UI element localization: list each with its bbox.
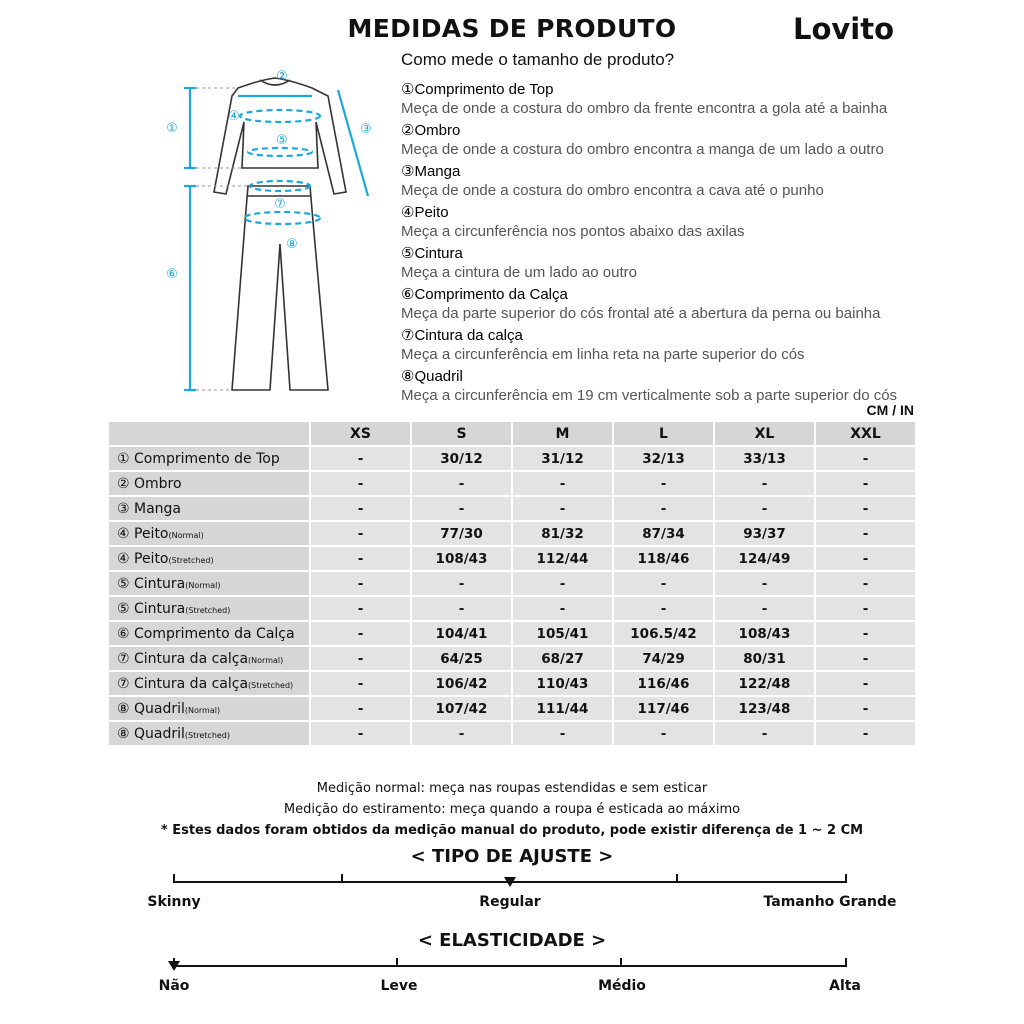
table-cell: - — [816, 597, 915, 620]
table-cell: 77/30 — [412, 522, 511, 545]
size-header: XXL — [816, 422, 915, 445]
size-header: S — [412, 422, 511, 445]
table-cell: 118/46 — [614, 547, 713, 570]
row-label-text: ④ Peito — [117, 525, 169, 542]
table-cell: - — [715, 597, 814, 620]
table-cell: - — [715, 572, 814, 595]
table-cell: - — [311, 622, 410, 645]
brand-logo: Lovito — [793, 12, 895, 46]
table-cell: - — [816, 622, 915, 645]
row-label-qualifier: (Normal) — [248, 655, 284, 665]
instruction-title: ②Ombro — [401, 122, 461, 139]
row-label-qualifier: (Normal) — [168, 530, 204, 540]
table-cell: - — [412, 497, 511, 520]
table-cell: 104/41 — [412, 622, 511, 645]
table-cell: 32/13 — [614, 447, 713, 470]
row-label — [109, 472, 309, 495]
table-row — [109, 447, 915, 470]
fit-label: Skinny — [147, 894, 201, 910]
instruction-item — [401, 326, 1001, 363]
row-label-qualifier: (Stretched) — [168, 555, 214, 565]
note-normal: Medição normal: meça nas roupas estendidas e sem esticar — [316, 781, 708, 796]
table-cell: - — [311, 597, 410, 620]
table-cell: 107/42 — [412, 697, 511, 720]
row-label-text: ⑧ Quadril — [117, 725, 185, 742]
instruction-item — [401, 80, 1001, 117]
table-cell: - — [614, 472, 713, 495]
table-cell: - — [311, 722, 410, 745]
table-cell: - — [816, 447, 915, 470]
table-cell: - — [816, 522, 915, 545]
instruction-title: ⑥Comprimento da Calça — [401, 286, 568, 303]
fit-heading: < TIPO DE AJUSTE > — [410, 846, 614, 867]
table-row — [109, 697, 915, 720]
table-cell: 81/32 — [513, 522, 612, 545]
table-cell: - — [715, 722, 814, 745]
table-cell: - — [715, 472, 814, 495]
marker-1: ① — [166, 121, 178, 136]
table-cell: 116/46 — [614, 672, 713, 695]
instruction-title: ④Peito — [401, 204, 449, 221]
table-cell: - — [816, 472, 915, 495]
row-label-text: ⑤ Cintura — [117, 600, 186, 617]
row-label-text: ① Comprimento de Top — [117, 450, 280, 467]
size-header: XS — [311, 422, 410, 445]
table-cell: - — [311, 697, 410, 720]
table-cell: 93/37 — [715, 522, 814, 545]
row-label — [109, 547, 309, 570]
row-label — [109, 622, 309, 645]
table-cell: 68/27 — [513, 647, 612, 670]
table-cell: 31/12 — [513, 447, 612, 470]
row-label-qualifier: (Normal) — [184, 705, 221, 715]
fit-scale-tick — [173, 874, 175, 883]
table-cell: - — [311, 472, 410, 495]
size-table — [107, 420, 917, 747]
table-cell: - — [311, 672, 410, 695]
instruction-title: ⑧Quadril — [401, 368, 463, 385]
table-cell: 117/46 — [614, 697, 713, 720]
garment-illustration — [160, 60, 390, 400]
row-label-text: ⑧ Quadril — [117, 700, 185, 717]
table-cell: - — [715, 497, 814, 520]
elasticity-scale-tick — [845, 958, 847, 967]
table-row — [109, 647, 915, 670]
fit-selected-marker — [504, 877, 516, 887]
instruction-description: Meça da parte superior do cós frontal até a abertura da perna ou bainha — [401, 305, 881, 322]
table-cell: - — [412, 572, 511, 595]
table-cell: 108/43 — [412, 547, 511, 570]
instruction-description: Meça de onde a costura do ombro da frente encontra a gola até a bainha — [401, 100, 888, 117]
table-cell: - — [816, 647, 915, 670]
table-cell: - — [311, 547, 410, 570]
instruction-title: ③Manga — [401, 163, 461, 180]
row-label — [109, 722, 309, 745]
instruction-item — [401, 244, 1001, 281]
table-cell: - — [816, 697, 915, 720]
table-row — [109, 522, 915, 545]
table-cell: 33/13 — [715, 447, 814, 470]
units-label: CM / IN — [866, 402, 914, 418]
elasticity-label: Não — [158, 978, 190, 994]
table-cell: 123/48 — [715, 697, 814, 720]
table-cell: 74/29 — [614, 647, 713, 670]
marker-8: ⑧ — [286, 237, 298, 252]
row-label-text: ⑦ Cintura da calça — [117, 650, 249, 667]
row-label-text: ⑥ Comprimento da Calça — [117, 625, 295, 642]
row-label — [109, 522, 309, 545]
table-cell: - — [513, 722, 612, 745]
table-cell: - — [614, 597, 713, 620]
table-cell: 106/42 — [412, 672, 511, 695]
instruction-item — [401, 121, 1001, 158]
row-label — [109, 597, 309, 620]
marker-6: ⑥ — [166, 267, 178, 282]
marker-5: ⑤ — [276, 133, 288, 148]
table-cell: - — [614, 572, 713, 595]
instruction-description: Meça a circunferência em linha reta na parte superior do cós — [401, 346, 805, 363]
row-label — [109, 647, 309, 670]
subtitle: Como mede o tamanho de produto? — [401, 50, 675, 69]
marker-7: ⑦ — [274, 197, 286, 212]
table-cell: - — [311, 447, 410, 470]
row-label — [109, 672, 309, 695]
table-cell: - — [513, 472, 612, 495]
table-row — [109, 722, 915, 745]
elasticity-scale-tick — [620, 958, 622, 967]
table-cell: - — [614, 497, 713, 520]
table-cell: - — [412, 472, 511, 495]
row-label-qualifier: (Stretched) — [185, 605, 231, 615]
elasticity-label: Médio — [598, 978, 646, 994]
fit-label: Tamanho Grande — [763, 894, 897, 910]
instruction-title: ⑦Cintura da calça — [401, 327, 523, 344]
page-title: MEDIDAS DE PRODUTO — [347, 14, 677, 43]
table-cell: 106.5/42 — [614, 622, 713, 645]
elasticity-heading: < ELASTICIDADE > — [417, 930, 607, 951]
table-cell: 122/48 — [715, 672, 814, 695]
instruction-description: Meça a cintura de um lado ao outro — [401, 264, 637, 281]
fit-scale-tick — [341, 874, 343, 883]
row-label-qualifier: (Stretched) — [184, 730, 231, 740]
table-cell: - — [816, 672, 915, 695]
table-cell: 112/44 — [513, 547, 612, 570]
elasticity-selected-marker — [168, 961, 180, 971]
instruction-item — [401, 203, 1001, 240]
table-row — [109, 672, 915, 695]
instruction-description: Meça de onde a costura do ombro encontra a cava até o punho — [401, 182, 824, 199]
table-cell: 64/25 — [412, 647, 511, 670]
table-cell: - — [816, 722, 915, 745]
elasticity-label: Leve — [380, 978, 418, 994]
marker-2: ② — [276, 69, 288, 84]
marker-4: ④ — [228, 109, 240, 124]
table-cell: - — [513, 572, 612, 595]
table-cell: - — [816, 547, 915, 570]
table-cell: - — [614, 722, 713, 745]
size-header: M — [513, 422, 612, 445]
table-cell: - — [816, 572, 915, 595]
size-header: L — [614, 422, 713, 445]
table-row — [109, 572, 915, 595]
row-label-text: ③ Manga — [117, 500, 181, 517]
row-label-text: ⑦ Cintura da calça — [117, 675, 249, 692]
elasticity-label: Alta — [829, 978, 861, 994]
table-cell: 110/43 — [513, 672, 612, 695]
table-cell: - — [412, 722, 511, 745]
row-label-text: ④ Peito — [117, 550, 169, 567]
table-cell: - — [816, 497, 915, 520]
instruction-description: Meça de onde a costura do ombro encontra a manga de um lado a outro — [401, 141, 884, 158]
table-row — [109, 547, 915, 570]
elasticity-scale-line — [174, 965, 847, 967]
marker-3: ③ — [360, 122, 372, 137]
elasticity-scale-tick — [396, 958, 398, 967]
note-disclaimer: * Estes dados foram obtidos da medição manual do produto, pode existir diferença de 1 ~ 2 CM — [160, 823, 864, 838]
row-label-qualifier: (Normal) — [185, 580, 221, 590]
row-label — [109, 572, 309, 595]
size-header: XL — [715, 422, 814, 445]
instruction-item — [401, 162, 1001, 199]
instruction-title: ⑤Cintura — [401, 245, 463, 262]
table-cell: - — [412, 597, 511, 620]
table-cell: 124/49 — [715, 547, 814, 570]
table-cell: 30/12 — [412, 447, 511, 470]
row-label-qualifier: (Stretched) — [248, 680, 294, 690]
table-cell: - — [311, 497, 410, 520]
row-label — [109, 447, 309, 470]
table-cell: - — [311, 647, 410, 670]
table-cell: - — [513, 597, 612, 620]
table-cell: - — [513, 497, 612, 520]
row-label — [109, 497, 309, 520]
row-label-text: ⑤ Cintura — [117, 575, 186, 592]
table-cell: 105/41 — [513, 622, 612, 645]
table-row — [109, 597, 915, 620]
table-row — [109, 472, 915, 495]
table-cell: - — [311, 522, 410, 545]
table-cell: 111/44 — [513, 697, 612, 720]
instruction-description: Meça a circunferência em 19 cm verticalmente sob a parte superior do cós — [401, 387, 898, 404]
table-cell: 80/31 — [715, 647, 814, 670]
instruction-description: Meça a circunferência nos pontos abaixo das axilas — [401, 223, 745, 240]
table-cell: 108/43 — [715, 622, 814, 645]
fit-scale-tick — [676, 874, 678, 883]
note-stretch: Medição do estiramento: meça quando a roupa é esticada ao máximo — [283, 802, 741, 817]
fit-label: Regular — [479, 894, 541, 910]
fit-scale-tick — [845, 874, 847, 883]
instruction-item — [401, 367, 1001, 404]
table-row — [109, 497, 915, 520]
table-corner — [109, 422, 309, 445]
table-cell: - — [311, 572, 410, 595]
table-header-row — [109, 422, 915, 445]
row-label — [109, 697, 309, 720]
row-label-text: ② Ombro — [117, 475, 182, 492]
instruction-item — [401, 285, 1001, 322]
table-cell: 87/34 — [614, 522, 713, 545]
table-row — [109, 622, 915, 645]
instruction-title: ①Comprimento de Top — [401, 81, 554, 98]
